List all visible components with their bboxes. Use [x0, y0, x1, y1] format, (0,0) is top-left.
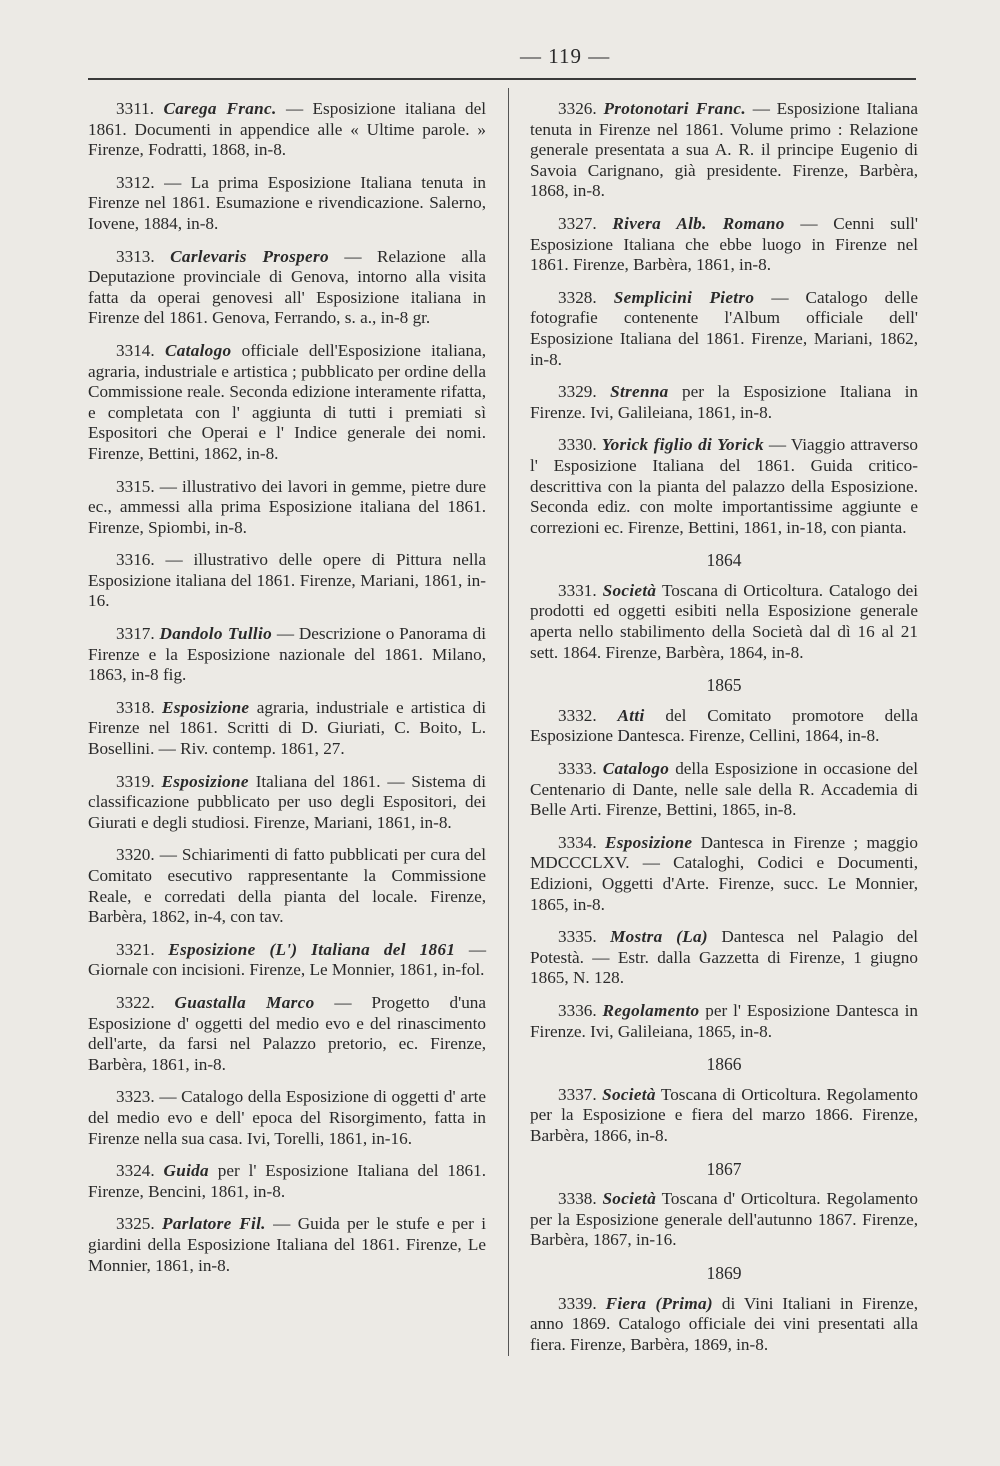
bibliography-entry [88, 550, 486, 612]
bibliography-entry [88, 624, 486, 686]
entry-text: — Cenni sull' Esposizione Italiana che ebbe luogo in Firenze nel 1861. Firenze, Barbèra, 1861, in-8. [530, 213, 918, 275]
entry-text: — Guida per le stufe e per i giardini della Esposizione Italiana del 1861. Firenze, Le Monnier, 1861, in-8. [88, 1214, 487, 1275]
entry-text: — Catalogo delle fotografie contenente l'Album officiale dell' Esposizione Italiana del 1861. Firenze, Mariani, 1862, in-8. [530, 287, 919, 369]
entry-heading: Strenna [610, 382, 669, 402]
entry-text: di Vini Italiani in Firenze, anno 1869. Catalogo officiale dei vini presentati alla fiera. Firenze, Barbèra, 1869, in-8. [530, 1293, 918, 1354]
entry-number: 3339. [558, 1293, 597, 1313]
entry-text: Dantesca in Firenze ; maggio MDCCCLXV. — Cataloghi, Codici e Documenti, Edizioni, Oggetti d'Arte. Firenze, succ. Le Monnier, 1865, in-8. [530, 832, 919, 914]
entry-text: — Progetto d'una Esposizione d' oggetti del medio evo e del rinascimento dell'arte, da farsi nel Palazzo pretorio, ec. Firenze, Barbèra, 1861, in-8. [88, 992, 487, 1074]
entry-text: della Esposizione in occasione del Centenario di Dante, nelle sale della R. Accademia di Belle Arti. Firenze, Bettini, 1865, in-8. [530, 759, 919, 820]
entry-heading: Guida [163, 1161, 209, 1181]
bibliography-entry [88, 993, 486, 1075]
entry-heading: Dandolo Tullio [159, 624, 272, 644]
bibliography-entry [88, 247, 486, 329]
entry-number: 3337. [558, 1084, 597, 1104]
entry-heading: Regolamento [602, 1000, 700, 1020]
header-rule [88, 78, 916, 80]
entry-text: — Esposizione italiana del 1861. Documenti in appendice alle « Ultime parole. » Firenze, Fodratti, 1868, in-8. [88, 99, 487, 160]
entry-heading: Mostra (La) [610, 927, 708, 947]
entry-number: 3333. [558, 759, 597, 779]
bibliography-entry [530, 382, 918, 423]
bibliography-entry [88, 477, 486, 539]
entry-heading: Esposizione [604, 832, 693, 852]
entry-text: — Catalogo della Esposizione di oggetti d' arte del medio evo e dell' epoca del Risorgimento, fatta in Firenze nella sua casa. Ivi, Torelli, 1861, in-16. [88, 1087, 486, 1148]
entry-text: — La prima Esposizione Italiana tenuta in Firenze nel 1861. Esumazione e rivendicazione. Salerno, Iovene, 1884, in-8. [88, 172, 487, 233]
bibliography-entry [530, 435, 918, 538]
entry-text: — illustrativo dei lavori in gemme, pietre dure ec., ammessi alla prima Esposizione italiana del 1861. Firenze, Spiombi, in-8. [88, 476, 487, 537]
entry-number: 3312. [116, 172, 155, 192]
year-heading: 1867 [706, 1158, 742, 1179]
entry-text: — illustrativo delle opere di Pittura nella Esposizione italiana del 1861. Firenze, Mariani, 1861, in-16. [88, 550, 487, 611]
entry-number: 3314. [116, 340, 155, 360]
entry-text: — Viaggio attraverso l' Esposizione Italiana del 1861. Guida critico-descrittiva con la pianta del palazzo della Esposizione. Seconda ediz. con molte importantissime aggiunte e correzioni ec. Firenze, Bettini, 1861, in-18, con pianta. [530, 435, 918, 537]
year-heading: 1865 [706, 675, 742, 696]
entry-number: 3327. [558, 213, 597, 233]
entry-heading: Esposizione (L') Italiana del 1861 [168, 939, 456, 959]
column-divider [508, 88, 509, 1356]
entry-text: officiale dell'Esposizione italiana, agraria, industriale e artistica ; pubblicato per ordine della Commissione reale. Seconda edizione interamente rifatta, e completata con l' aggiunta di tutti i premiati sì Espositori che Operai e l' Indice generale dei nomi. Firenze, Bettini, 1862, in-8. [88, 340, 486, 463]
bibliography-entry [88, 772, 486, 834]
entry-heading: Atti [617, 705, 645, 725]
entry-text: Toscana di Orticoltura. Catalogo dei prodotti ed oggetti esibiti nella Esposizione generale aperta nello stabilimento della Società dal dì 16 al 21 sett. 1864. Firenze, Barbèra, 1864, in-8. [530, 580, 918, 662]
entry-heading: Società [602, 1084, 656, 1104]
entry-number: 3320. [116, 845, 155, 865]
year-heading: 1864 [706, 550, 742, 571]
bibliography-entry [530, 288, 918, 370]
bibliography-entry [88, 940, 486, 981]
entry-text: agraria, industriale e artistica di Firenze nel 1861. Scritti di D. Giuriati, C. Boito, L. Bosellini. — Riv. contemp. 1861, 27. [88, 697, 487, 759]
entry-number: 3325. [116, 1214, 155, 1234]
entry-number: 3319. [116, 771, 155, 791]
entry-number: 3323. [116, 1087, 155, 1107]
entry-number: 3318. [116, 697, 155, 717]
entry-number: 3331. [558, 580, 597, 600]
bibliography-entry [88, 1161, 486, 1202]
bibliography-entry [530, 214, 918, 276]
bibliography-entry [88, 698, 486, 760]
entry-heading: Guastalla Marco [174, 992, 315, 1012]
entry-heading: Yorick figlio di Yorick [601, 435, 764, 455]
left-column [88, 99, 486, 1288]
entry-number: 3335. [558, 927, 597, 947]
entry-heading: Semplicini Pietro [613, 287, 755, 307]
bibliography-entry [88, 845, 486, 927]
entry-number: 3334. [558, 832, 597, 852]
bibliography-entry [530, 706, 918, 747]
entry-heading: Protonotari Franc. [603, 99, 746, 118]
bibliography-entry [530, 581, 918, 663]
bibliography-entry [530, 99, 918, 202]
bibliography-entry [530, 927, 918, 989]
entry-text: — Esposizione Italiana tenuta in Firenze nel 1861. Volume primo : Relazione generale presentata a sua A. R. il principe Eugenio di Savoia Carignano, già presidente. Firenze, Barbèra, 1868, in-8. [530, 99, 919, 201]
entry-number: 3326. [558, 99, 597, 118]
entry-heading: Esposizione [162, 697, 250, 717]
entry-text: Toscana d' Orticoltura. Regolamento per la Esposizione generale dell'autunno 1867. Firenze, Barbèra, 1867, in-16. [530, 1189, 918, 1250]
right-column [530, 99, 918, 1367]
year-heading: 1866 [706, 1054, 742, 1075]
entry-heading: Carlevaris Prospero [170, 246, 329, 266]
entry-number: 3322. [116, 992, 155, 1012]
entry-number: 3338. [558, 1189, 597, 1209]
entry-heading: Catalogo [602, 759, 670, 779]
bibliography-entry [530, 1189, 918, 1251]
entry-heading: Fiera (Prima) [605, 1293, 713, 1313]
entry-text: — Relazione alla Deputazione provinciale di Genova, intorno alla visita fatta da operai genovesi all' Esposizione italiana in Firenze del 1861. Genova, Ferrando, s. a., in-8 gr. [88, 246, 487, 328]
entry-heading: Parlatore Fil. [162, 1214, 266, 1234]
entry-text: Toscana di Orticoltura. Regolamento per la Esposizione e fiera del marzo 1866. Firenze, Barbèra, 1866, in-8. [530, 1084, 918, 1145]
entry-text: del Comitato promotore della Esposizione Dantesca. Firenze, Cellini, 1864, in-8. [530, 705, 918, 746]
entry-text: per l' Esposizione Dantesca in Firenze. Ivi, Galileiana, 1865, in-8. [530, 1000, 919, 1041]
entry-text: — Schiarimenti di fatto pubblicati per cura del Comitato esecutivo rappresentante la Commissione Reale, e corredati della pianta del locale. Firenze, Barbèra, 1862, in-4, con tav. [88, 845, 486, 927]
entry-number: 3321. [116, 939, 155, 959]
entry-heading: Esposizione [161, 771, 249, 791]
entry-heading: Catalogo [164, 340, 232, 360]
entry-number: 3315. [116, 476, 155, 496]
entry-number: 3332. [558, 705, 597, 725]
page-number: — 119 — [520, 44, 611, 68]
entry-number: 3328. [558, 287, 597, 307]
entry-text: Italiana del 1861. — Sistema di classificazione pubblicato per uso degli Espositori, dei Giurati e degli studiosi. Firenze, Mariani, 1861, in-8. [88, 771, 486, 832]
bibliography-entry [530, 759, 918, 821]
entry-text: per la Esposizione Italiana in Firenze. Ivi, Galileiana, 1861, in-8. [530, 382, 919, 422]
bibliography-entry [88, 99, 486, 161]
entry-number: 3313. [116, 246, 155, 266]
bibliography-entry [530, 1085, 918, 1147]
entry-number: 3324. [116, 1161, 155, 1181]
bibliography-entry [530, 1001, 918, 1042]
bibliography-entry [88, 1214, 486, 1276]
entry-number: 3317. [116, 624, 155, 644]
bibliography-entry [88, 173, 486, 235]
year-heading: 1869 [706, 1262, 742, 1283]
entry-heading: Società [602, 1189, 657, 1209]
entry-number: 3330. [558, 435, 597, 455]
bibliography-entry [530, 833, 918, 915]
entry-heading: Società [602, 580, 657, 600]
entry-text: per l' Esposizione Italiana del 1861. Firenze, Bencini, 1861, in-8. [88, 1161, 487, 1201]
bibliography-entry [88, 341, 486, 465]
entry-heading: Carega Franc. [163, 99, 277, 118]
entry-number: 3329. [558, 382, 597, 402]
entry-text: — Descrizione o Panorama di Firenze e la Esposizione nazionale del 1861. Milano, 1863, in-8 fig. [88, 624, 487, 685]
bibliography-entry [88, 1087, 486, 1149]
bibliography-entry [530, 1294, 918, 1356]
entry-text: — Giornale con incisioni. Firenze, Le Monnier, 1861, in-fol. [88, 939, 487, 980]
entry-heading: Rivera Alb. Romano [612, 213, 785, 233]
entry-text: Dantesca nel Palagio del Potestà. — Estr. dalla Gazzetta di Firenze, 1 giugno 1865, N. 128. [530, 927, 919, 988]
entry-number: 3311. [116, 99, 155, 118]
entry-number: 3336. [558, 1000, 597, 1020]
entry-number: 3316. [116, 550, 155, 570]
